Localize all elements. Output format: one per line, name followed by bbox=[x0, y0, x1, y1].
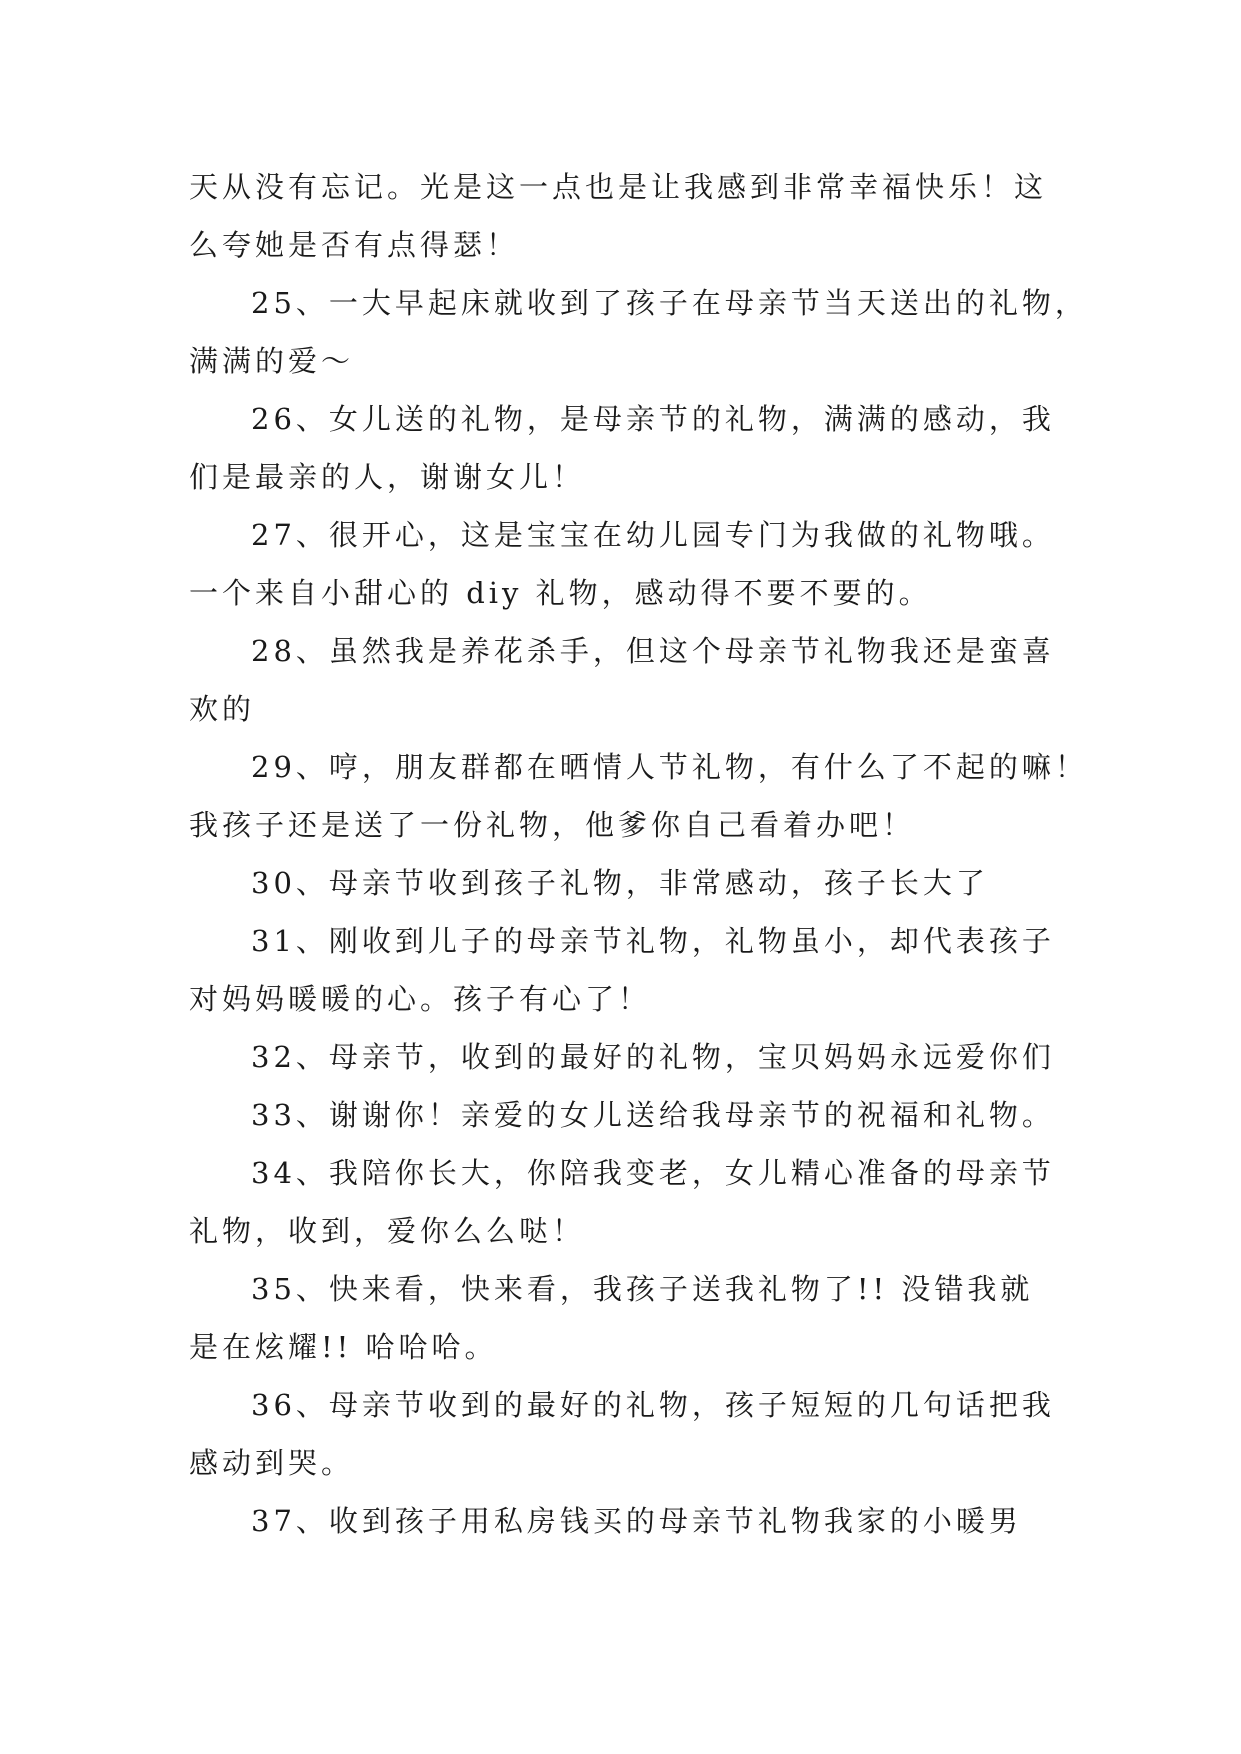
text-line: 我孩子还是送了一份礼物，他爹你自己看着办吧！ bbox=[189, 808, 916, 842]
paragraph-item-26 bbox=[189, 390, 1089, 506]
text-line: 欢的 bbox=[189, 692, 256, 726]
paragraph-item-31 bbox=[189, 912, 1089, 1028]
paragraph-item-28 bbox=[189, 622, 1089, 738]
text-line: 天从没有忘记。光是这一点也是让我感到非常幸福快乐！这 bbox=[189, 170, 1048, 204]
text-line: 是在炫耀!! 哈哈哈。 bbox=[189, 1330, 498, 1364]
text-line: 满满的爱～ bbox=[189, 344, 355, 378]
paragraph-continuation bbox=[189, 158, 1089, 274]
text-line: 感动到哭。 bbox=[189, 1446, 355, 1480]
document-body bbox=[189, 158, 1089, 1550]
paragraph-item-27 bbox=[189, 506, 1089, 622]
paragraph-item-32 bbox=[189, 1028, 1089, 1086]
paragraph-item-25 bbox=[189, 274, 1089, 390]
text-line: 36、母亲节收到的最好的礼物，孩子短短的几句话把我 bbox=[251, 1388, 1055, 1422]
text-line: 礼物，收到，爱你么么哒！ bbox=[189, 1214, 586, 1248]
text-line: 28、虽然我是养花杀手，但这个母亲节礼物我还是蛮喜 bbox=[251, 634, 1055, 668]
text-line: 31、刚收到儿子的母亲节礼物，礼物虽小，却代表孩子 bbox=[251, 924, 1055, 958]
paragraph-item-33 bbox=[189, 1086, 1089, 1144]
paragraph-item-36 bbox=[189, 1376, 1089, 1492]
text-line: 27、很开心，这是宝宝在幼儿园专门为我做的礼物哦。 bbox=[251, 518, 1055, 552]
text-line: 34、我陪你长大，你陪我变老，女儿精心准备的母亲节 bbox=[251, 1156, 1055, 1190]
text-line: 33、谢谢你！亲爱的女儿送给我母亲节的祝福和礼物。 bbox=[251, 1098, 1055, 1132]
text-line: 26、女儿送的礼物，是母亲节的礼物，满满的感动，我 bbox=[251, 402, 1055, 436]
text-line: 一个来自小甜心的 diy 礼物，感动得不要不要的。 bbox=[189, 576, 932, 610]
paragraph-item-37 bbox=[189, 1492, 1089, 1550]
paragraph-item-34 bbox=[189, 1144, 1089, 1260]
text-line: 25、一大早起床就收到了孩子在母亲节当天送出的礼物， bbox=[251, 286, 1088, 320]
text-line: 们是最亲的人，谢谢女儿！ bbox=[189, 460, 586, 494]
text-line: 32、母亲节，收到的最好的礼物，宝贝妈妈永远爱你们 bbox=[251, 1040, 1055, 1074]
text-line: 37、收到孩子用私房钱买的母亲节礼物我家的小暖男 bbox=[251, 1504, 1022, 1538]
text-line: 么夸她是否有点得瑟！ bbox=[189, 228, 520, 262]
paragraph-item-35 bbox=[189, 1260, 1089, 1376]
paragraph-item-30 bbox=[189, 854, 1089, 912]
text-line: 30、母亲节收到孩子礼物，非常感动，孩子长大了 bbox=[251, 866, 989, 900]
text-line: 对妈妈暖暖的心。孩子有心了！ bbox=[189, 982, 652, 1016]
paragraph-item-29 bbox=[189, 738, 1089, 854]
text-line: 35、快来看，快来看，我孩子送我礼物了!! 没错我就 bbox=[251, 1272, 1034, 1306]
text-line: 29、哼，朋友群都在晒情人节礼物，有什么了不起的嘛！ bbox=[251, 750, 1088, 784]
